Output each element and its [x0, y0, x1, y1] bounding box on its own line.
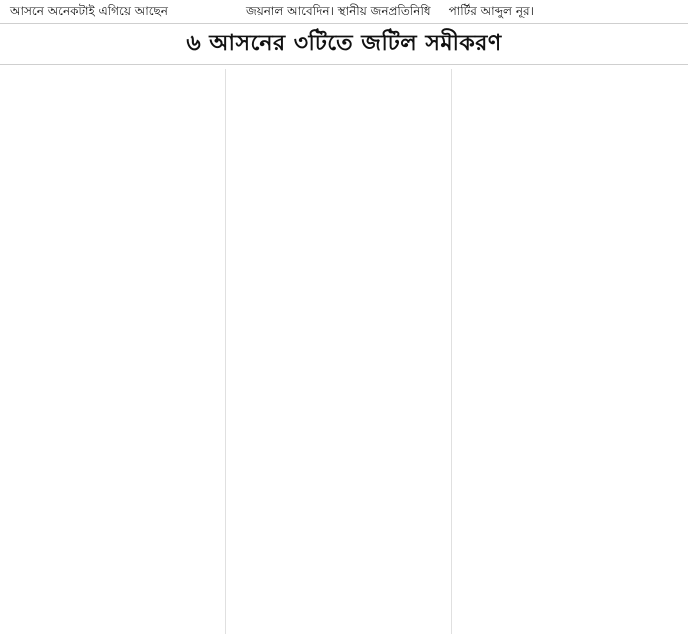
article-column-1 — [10, 69, 226, 634]
article-body — [0, 65, 688, 638]
top-strip-right: পার্টির আব্দুল নূর। — [448, 4, 534, 18]
top-strip-middle: জয়নাল আবেদিন। স্থানীয় জনপ্রতিনিধি — [245, 4, 431, 18]
previous-article-tail — [0, 0, 688, 24]
article-column-3 — [462, 69, 678, 634]
top-strip-left: আসনে অনেকটাই এগিয়ে আছেন — [10, 4, 168, 18]
article-column-2 — [236, 69, 452, 634]
article-headline: ৬ আসনের ৩টিতে জটিল সমীকরণ — [0, 24, 688, 65]
